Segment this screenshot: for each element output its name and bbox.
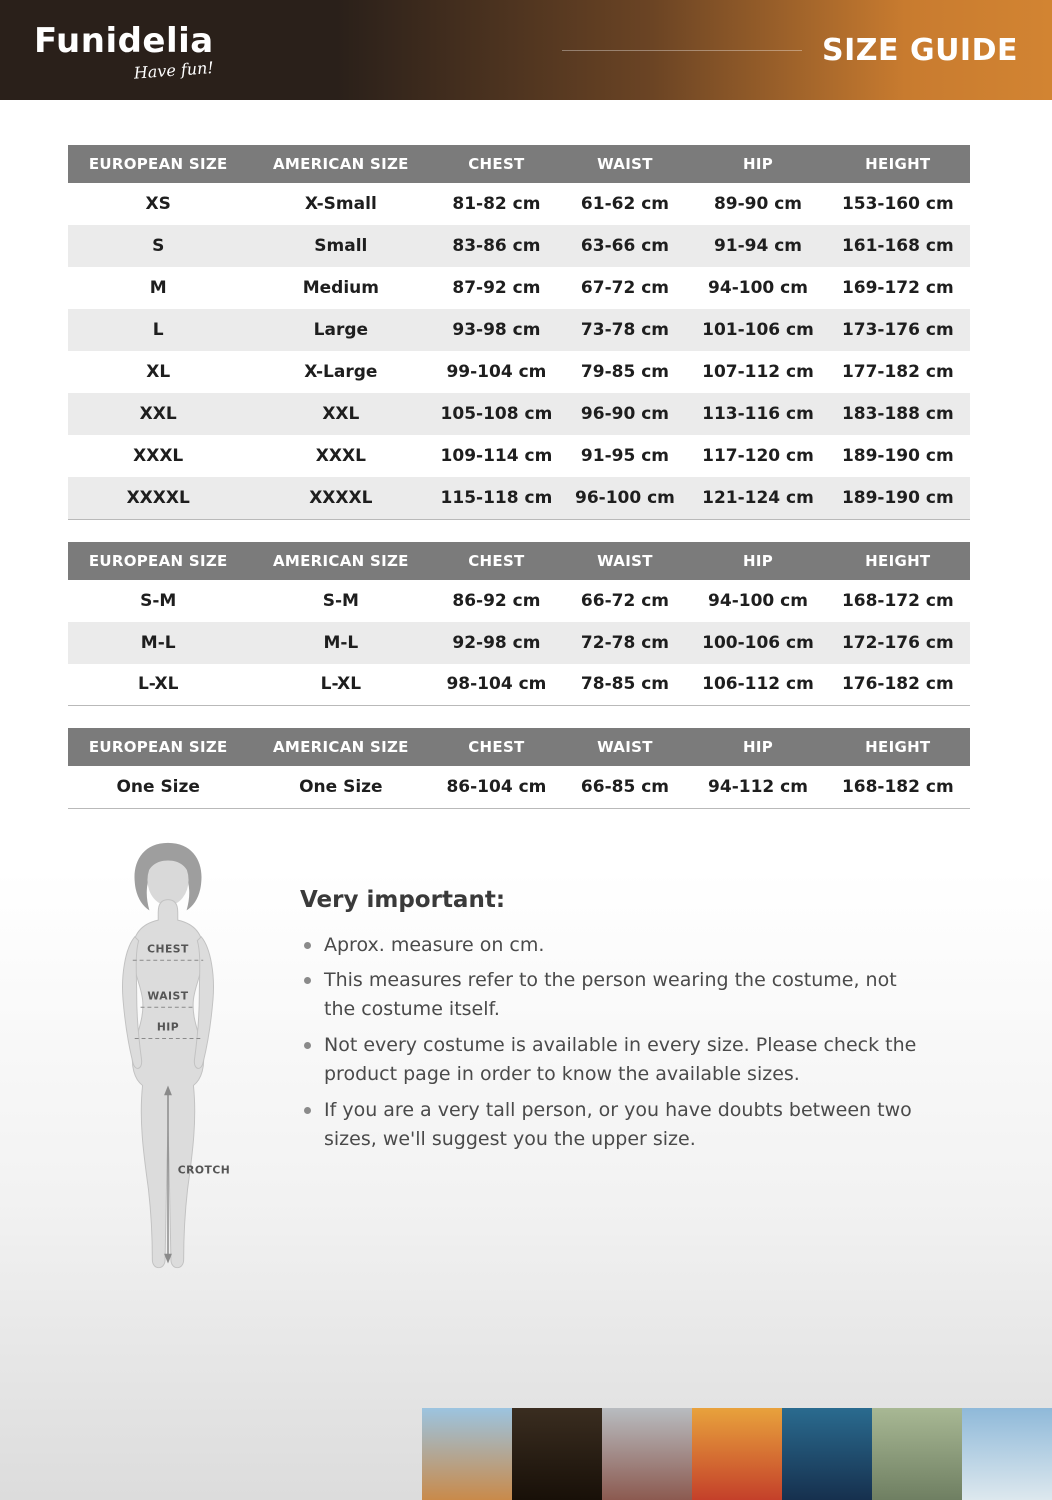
table-cell: XS: [145, 194, 171, 214]
column-header: WAIST: [560, 728, 691, 766]
column-header: CHEST: [433, 728, 559, 766]
table-cell: 96-90 cm: [580, 404, 669, 424]
notes-block: [268, 837, 970, 1291]
column-header: WAIST: [560, 145, 691, 183]
table-cell: 113-116 cm: [702, 404, 814, 424]
column-header: AMERICAN SIZE: [248, 542, 433, 580]
figure-label-chest: CHEST: [147, 941, 189, 955]
table-cell: XXXXL: [126, 487, 190, 508]
table-cell: 63-66 cm: [580, 236, 669, 256]
table-cell: XXXL: [133, 446, 184, 466]
table-cell: 81-82 cm: [452, 194, 541, 214]
table-cell: L: [152, 320, 164, 340]
table-cell: S: [152, 236, 165, 256]
table-cell: 66-72 cm: [580, 590, 669, 611]
table-cell: 87-92 cm: [452, 278, 541, 298]
page-title: SIZE GUIDE: [821, 32, 1018, 68]
column-header: AMERICAN SIZE: [248, 728, 433, 766]
column-header: AMERICAN SIZE: [248, 145, 433, 183]
table-cell: 183-188 cm: [841, 404, 954, 424]
table-cell: X-Large: [304, 362, 378, 382]
table-cell: 94-112 cm: [708, 776, 808, 797]
table-cell: 96-100 cm: [574, 487, 675, 508]
table-cell: 93-98 cm: [452, 320, 541, 340]
table-cell: 94-100 cm: [708, 590, 808, 611]
content: [0, 100, 1052, 1291]
table-cell: 91-94 cm: [713, 236, 803, 256]
table-cell: XXL: [322, 404, 360, 424]
header-divider: [562, 50, 802, 51]
table-cell: M-L: [140, 632, 176, 653]
column-header: HIP: [690, 542, 825, 580]
table-cell: 168-182 cm: [841, 776, 954, 797]
table-row: [68, 664, 970, 706]
table-cell: 72-78 cm: [580, 632, 669, 653]
table-cell: 107-112 cm: [702, 362, 814, 382]
header-right: [562, 33, 1018, 68]
table-cell: 161-168 cm: [841, 236, 954, 256]
column-header: HEIGHT: [826, 728, 970, 766]
note-item: This measures refer to the person wearing the costume, not the costume itself.: [300, 966, 930, 1025]
table-cell: 61-62 cm: [580, 194, 669, 214]
column-header: HIP: [690, 728, 825, 766]
photo-thumbnail-chewbacca: [512, 1408, 602, 1500]
table-cell: XL: [146, 362, 171, 382]
column-header: WAIST: [560, 542, 691, 580]
funidelia-logo: [34, 21, 215, 83]
table-cell: 98-104 cm: [446, 674, 547, 695]
figure-label-waist: WAIST: [147, 988, 189, 1002]
note-item: Not every costume is available in every size. Please check the product page in order to know the available sizes.: [300, 1031, 930, 1090]
table-cell: 117-120 cm: [702, 446, 814, 466]
table-row: [68, 435, 970, 477]
table-row: [68, 393, 970, 435]
table-cell: 86-92 cm: [452, 590, 541, 611]
table-cell: 177-182 cm: [841, 362, 954, 382]
table-cell: L-XL: [137, 674, 179, 695]
table-cell: 66-85 cm: [580, 776, 669, 797]
table-cell: Small: [314, 236, 368, 256]
header-row: [68, 542, 970, 580]
table-cell: X-Small: [304, 194, 377, 214]
column-header: EUROPEAN SIZE: [68, 728, 248, 766]
column-header: HEIGHT: [826, 145, 970, 183]
table-cell: One Size: [299, 776, 383, 797]
table-cell: M: [149, 278, 167, 298]
photo-thumbnail-pacman-ghosts: [692, 1408, 782, 1500]
header: [0, 0, 1052, 100]
size-table-2: [68, 542, 970, 707]
table-cell: 99-104 cm: [446, 362, 547, 382]
note-item: If you are a very tall person, or you have doubts between two sizes, we'll suggest you the upper size.: [300, 1096, 930, 1155]
table-cell: 92-98 cm: [452, 632, 541, 653]
notes-list: [300, 931, 930, 1155]
table-cell: 169-172 cm: [841, 278, 954, 298]
column-header: HIP: [690, 145, 825, 183]
column-header: EUROPEAN SIZE: [68, 542, 248, 580]
table-row: [68, 267, 970, 309]
column-header: CHEST: [433, 542, 559, 580]
photo-thumbnail-outdoor-costume: [422, 1408, 512, 1500]
table-cell: 176-182 cm: [841, 674, 954, 695]
header-row: [68, 145, 970, 183]
table-cell: 153-160 cm: [841, 194, 954, 214]
table-cell: 100-106 cm: [702, 632, 814, 653]
table-cell: 189-190 cm: [841, 446, 954, 466]
table-cell: 121-124 cm: [702, 487, 814, 508]
table-cell: 106-112 cm: [702, 674, 814, 695]
table-cell: 173-176 cm: [841, 320, 954, 340]
column-header: CHEST: [433, 145, 559, 183]
table-cell: 79-85 cm: [580, 362, 669, 382]
size-table-3: [68, 728, 970, 809]
table-row: [68, 351, 970, 393]
table-cell: XXXL: [315, 446, 366, 466]
table-row: [68, 580, 970, 622]
table-cell: 73-78 cm: [580, 320, 669, 340]
logo-tagline: Have fun!: [133, 58, 215, 83]
info-section: [68, 837, 970, 1291]
table-cell: 91-95 cm: [580, 446, 669, 466]
table-cell: 67-72 cm: [580, 278, 669, 298]
table-cell: 86-104 cm: [446, 776, 547, 797]
table-cell: 172-176 cm: [841, 632, 954, 653]
table-cell: XXL: [139, 404, 177, 424]
table-cell: 189-190 cm: [841, 487, 954, 508]
table-cell: 105-108 cm: [440, 404, 553, 424]
column-header: HEIGHT: [826, 542, 970, 580]
table-row: [68, 183, 970, 225]
table-cell: M-L: [323, 632, 359, 653]
table-cell: XXXXL: [309, 487, 373, 508]
body-measurement-figure: [68, 837, 268, 1291]
female-silhouette-illustration: [68, 837, 268, 1287]
table-cell: 94-100 cm: [708, 278, 808, 298]
table-cell: S-M: [322, 590, 359, 611]
photo-thumbnail-gnome-family: [962, 1408, 1052, 1500]
table-row: [68, 309, 970, 351]
notes-title: Very important:: [300, 886, 506, 913]
table-row: [68, 766, 970, 808]
table-cell: Large: [313, 320, 369, 340]
table-row: [68, 622, 970, 664]
table-cell: 115-118 cm: [440, 487, 553, 508]
size-tables: [68, 145, 970, 809]
table-cell: 109-114 cm: [440, 446, 553, 466]
photo-thumbnail-santa-street: [602, 1408, 692, 1500]
table-cell: S-M: [140, 590, 177, 611]
photo-thumbnail-grandma-costume: [872, 1408, 962, 1500]
table-cell: One Size: [116, 776, 200, 797]
photo-thumbnail-pj-masks-kids: [782, 1408, 872, 1500]
table-cell: 168-172 cm: [841, 590, 954, 611]
table-cell: 101-106 cm: [702, 320, 814, 340]
table-row: [68, 477, 970, 519]
note-item: Aprox. measure on cm.: [300, 931, 930, 960]
table-row: [68, 225, 970, 267]
table-cell: 83-86 cm: [452, 236, 541, 256]
table-cell: 78-85 cm: [580, 674, 669, 695]
header-row: [68, 728, 970, 766]
figure-label-crotch: CROTCH: [177, 1163, 231, 1177]
figure-label-hip: HIP: [156, 1020, 180, 1034]
column-header: EUROPEAN SIZE: [68, 145, 248, 183]
size-table-1: [68, 145, 970, 520]
photo-strip: [422, 1408, 1052, 1500]
table-cell: 89-90 cm: [713, 194, 803, 214]
logo-text: Funidelia: [34, 21, 214, 61]
table-cell: Medium: [302, 278, 379, 298]
table-cell: L-XL: [320, 674, 362, 695]
